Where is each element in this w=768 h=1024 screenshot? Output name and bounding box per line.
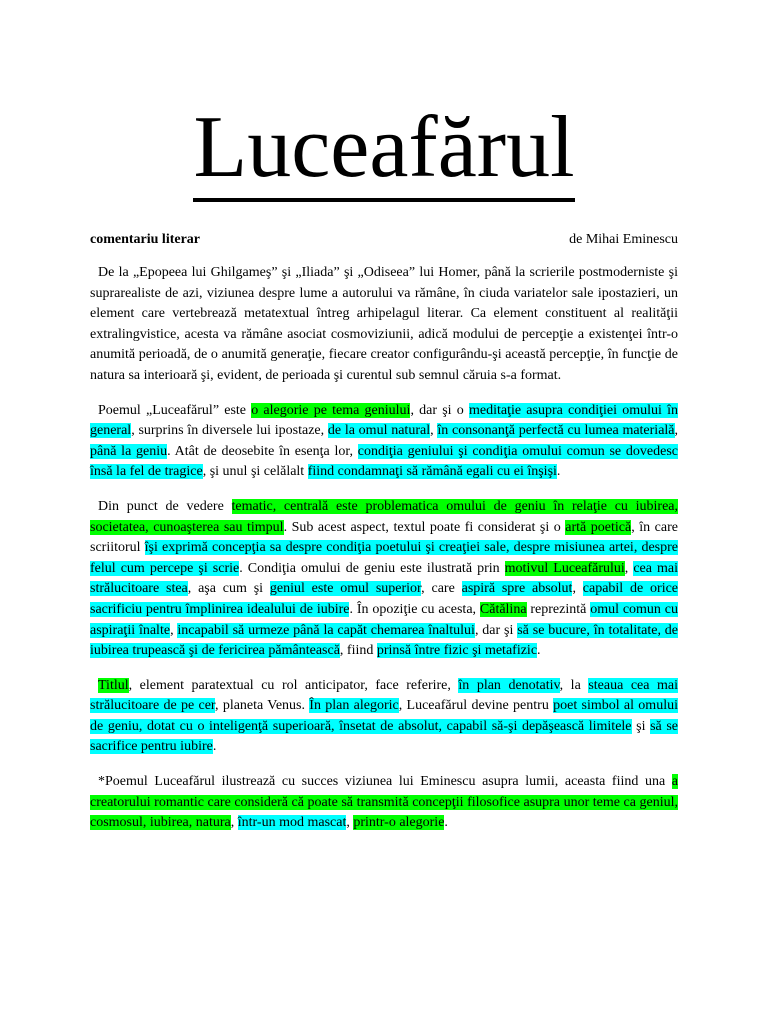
text-run: , dar şi xyxy=(474,622,518,638)
green-highlight-span: Titlul xyxy=(98,677,129,693)
cyan-highlight-span: aspiră spre absolut xyxy=(461,581,573,597)
document-body xyxy=(90,263,678,848)
green-highlight-span: a creatorului romantic care consideră că poate să transmită concepţii filosofice asupra unor teme ca geniul, cosmosul, iubirea, natura xyxy=(90,774,678,831)
text-run: , xyxy=(572,581,583,597)
text-run: , în care scriitorul xyxy=(90,519,678,556)
text-run: . xyxy=(444,815,448,831)
text-run: De la „Epopeea lui Ghilgameş” şi „Iliada” şi „Odiseea” lui Homer, până la scrierile postmoderniste şi suprarealiste de azi, viziunea despre lume a autorului va rămâne, în ciuda variatelor sale ipostazieri, un element care vertebrează metatextual întreg arhipelagul literar. Ca element constituent al realităţii extralingvistice, acesta va rămâne asociat cosmoviziunii, adică modului de percepţie a existenţei într-o anumită perioadă, de o anumită generaţie, fiecare creator configurându-şi această percepţie, în funcţie de natura sa interioară şi, evident, de perioada şi curentul sub semnul căruia s-a format. xyxy=(90,265,678,383)
text-run: , şi unul şi celălalt xyxy=(202,464,308,480)
cyan-highlight-span: geniul este omul superior xyxy=(269,581,422,597)
cyan-highlight-span: condiţia geniului şi condiţia omului comun se dovedesc însă la fel de tragice xyxy=(90,443,678,480)
text-run: , la xyxy=(559,677,589,693)
text-run: . În opoziţie cu acesta, xyxy=(349,601,480,617)
cyan-highlight-span: În plan alegoric xyxy=(309,698,399,714)
cyan-highlight-span: cea mai strălucitoare stea xyxy=(90,560,679,597)
cyan-highlight-span: capabil de orice sacrificiu pentru împlinirea idealului de iubire xyxy=(90,581,679,617)
document-title-text: Luceafărul xyxy=(193,104,574,202)
cyan-highlight-span: până la geniu xyxy=(90,443,168,459)
paragraph xyxy=(90,497,678,662)
cyan-highlight-span: într-un mod mascat xyxy=(237,815,347,831)
text-run: , element paratextual cu rol anticipator, face referire, xyxy=(128,677,459,693)
green-highlight-span: printr-o alegorie xyxy=(353,815,445,831)
paragraph xyxy=(90,401,678,483)
text-run: . xyxy=(212,739,217,755)
green-highlight-span: tematic, centrală este problematica omului de geniu în relaţie cu iubirea, societatea, cunoaşterea sau timpul xyxy=(90,498,678,535)
cyan-highlight-span: în consonanţă perfectă cu lumea materială xyxy=(437,423,675,439)
text-run: . Condiţia omului de geniu este ilustrată prin xyxy=(239,560,505,576)
text-run: , Luceafărul devine pentru xyxy=(398,698,554,714)
text-run: şi xyxy=(631,718,651,734)
green-highlight-span: artă poetică xyxy=(565,519,632,535)
text-run: *Poemul Luceafărul ilustrează cu succes viziunea lui Eminescu asupra lumii, aceasta fiind una xyxy=(98,774,672,790)
cyan-highlight-span: incapabil să urmeze până la capăt chemarea înaltului xyxy=(177,622,475,638)
cyan-highlight-span: în plan denotativ xyxy=(458,677,560,693)
author-label: de Mihai Eminescu xyxy=(569,232,678,247)
document-title xyxy=(0,99,768,202)
paragraph xyxy=(90,676,678,758)
text-run: , xyxy=(674,423,679,439)
text-run: , xyxy=(624,560,634,576)
green-highlight-span: o alegorie pe tema geniului xyxy=(251,402,411,418)
paragraph xyxy=(90,263,678,387)
green-highlight-span: Cătălina xyxy=(479,601,527,617)
text-run: . xyxy=(537,643,541,659)
text-run: , xyxy=(430,423,438,439)
text-run: . Sub acest aspect, textul poate fi considerat şi o xyxy=(283,519,566,535)
cyan-highlight-span: meditaţie asupra condiţiei omului în general xyxy=(90,402,678,439)
cyan-highlight-span: omul comun cu aspiraţii înalte xyxy=(90,601,678,638)
text-run: . xyxy=(556,464,561,480)
cyan-highlight-span: să se sacrifice pentru iubire xyxy=(90,718,678,755)
text-run: . Atât de deosebite în esenţa lor, xyxy=(167,443,358,459)
text-run: Din punct de vedere xyxy=(98,498,232,514)
document-meta-line xyxy=(90,230,678,250)
cyan-highlight-span: de la omul natural xyxy=(327,423,431,439)
text-run: , dar şi o xyxy=(410,402,469,418)
cyan-highlight-span: fiind condamnaţi să rămână egali cu ei înşişi xyxy=(307,464,557,480)
text-run: , planeta Venus. xyxy=(215,698,310,714)
cyan-highlight-span: îşi exprimă concepţia sa despre condiţia poetului şi creaţiei sale, despre misiunea artei, despre felul cum percepe şi scrie xyxy=(90,540,678,576)
cyan-highlight-span: poet simbol al omului de geniu, dotat cu o inteligenţă superioară, însetat de absolut, capabil să-şi depăşească limitele xyxy=(90,698,678,734)
cyan-highlight-span: să se bucure, în totalitate, de iubirea trupească şi de fericirea pământească xyxy=(90,622,679,659)
text-run: , xyxy=(230,815,238,831)
paragraph xyxy=(90,772,678,834)
cyan-highlight-span: steaua cea mai strălucitoare de pe cer xyxy=(90,677,678,714)
text-run: Poemul „Luceafărul” este xyxy=(98,402,252,418)
text-run: , fiind xyxy=(339,643,377,659)
text-run: , xyxy=(346,815,354,831)
text-run: , care xyxy=(421,581,462,597)
text-run: reprezintă xyxy=(526,601,591,617)
text-run: , xyxy=(170,622,178,638)
text-run: , aşa cum şi xyxy=(187,581,270,597)
genre-label: comentariu literar xyxy=(90,232,201,247)
text-run: , surprins în diversele lui ipostaze, xyxy=(131,423,328,439)
cyan-highlight-span: prinsă între fizic şi metafizic xyxy=(376,643,538,659)
green-highlight-span: motivul Luceafărului xyxy=(504,560,625,576)
